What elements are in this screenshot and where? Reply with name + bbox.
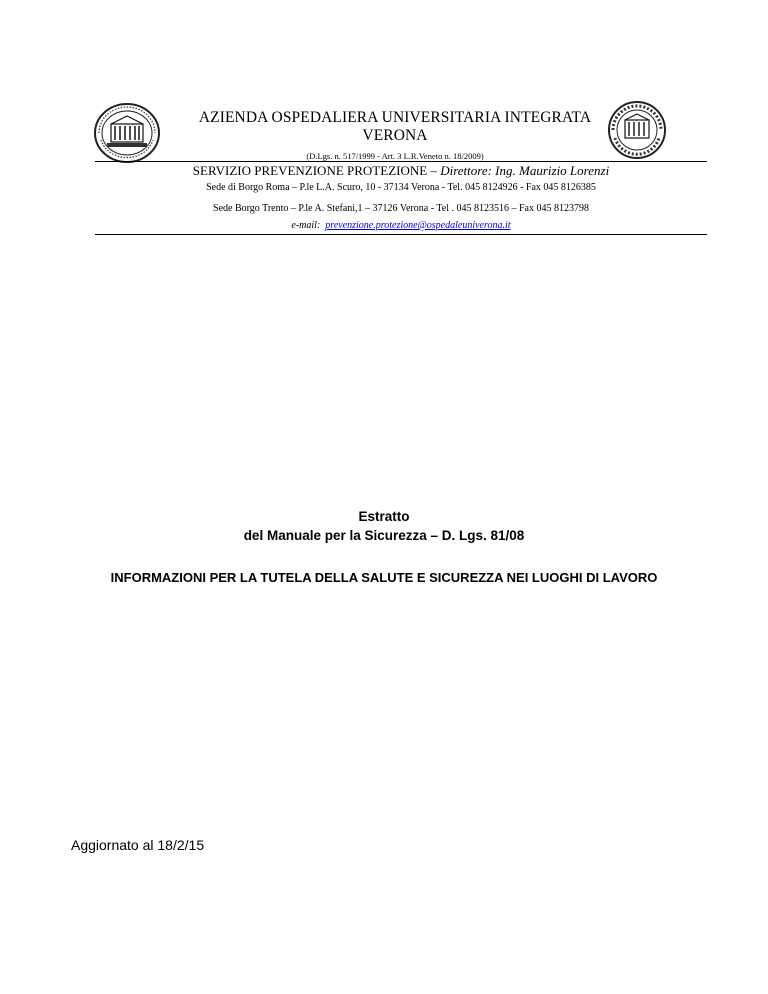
service-heading	[95, 163, 707, 179]
organization-name: AZIENDA OSPEDALIERA UNIVERSITARIA INTEGRATA	[198, 109, 592, 126]
extract-title: Estratto	[358, 509, 410, 524]
organization-city: VERONA	[362, 127, 428, 144]
hospital-seal-icon	[93, 102, 161, 164]
email-line	[95, 220, 707, 231]
email-label: e-mail:	[291, 220, 321, 231]
university-seal-icon	[606, 100, 668, 160]
organization-title	[180, 109, 610, 145]
law-reference: (D.Lgs. n. 517/1999 - Art. 3 L.R.Veneto n. 18/2009)	[306, 151, 484, 161]
email-link[interactable]: prevenzione.protezione@ospedaleuniverona.it	[325, 220, 511, 231]
extract-subtitle: del Manuale per la Sicurezza – D. Lgs. 81/08	[243, 528, 525, 543]
address-borgo-roma: Sede di Borgo Roma – P.le L.A. Scuro, 10 - 37134 Verona - Tel. 045 8124926 - Fax 045 8126385	[206, 182, 596, 193]
header-divider-bottom	[95, 234, 707, 235]
address-borgo-trento: Sede Borgo Trento – P.le A. Stefani,1 – 37126 Verona - Tel . 045 8123516 – Fax 045 8123798	[213, 203, 589, 214]
main-title: INFORMAZIONI PER LA TUTELA DELLA SALUTE E SICUREZZA NEI LUOGHI DI LAVORO	[110, 570, 658, 585]
service-name: SERVIZIO PREVENZIONE PROTEZIONE –	[192, 163, 441, 178]
header-divider-top	[95, 161, 707, 162]
director-name: Direttore: Ing. Maurizio Lorenzi	[440, 163, 610, 178]
updated-date: Aggiornato al 18/2/15	[71, 837, 205, 853]
